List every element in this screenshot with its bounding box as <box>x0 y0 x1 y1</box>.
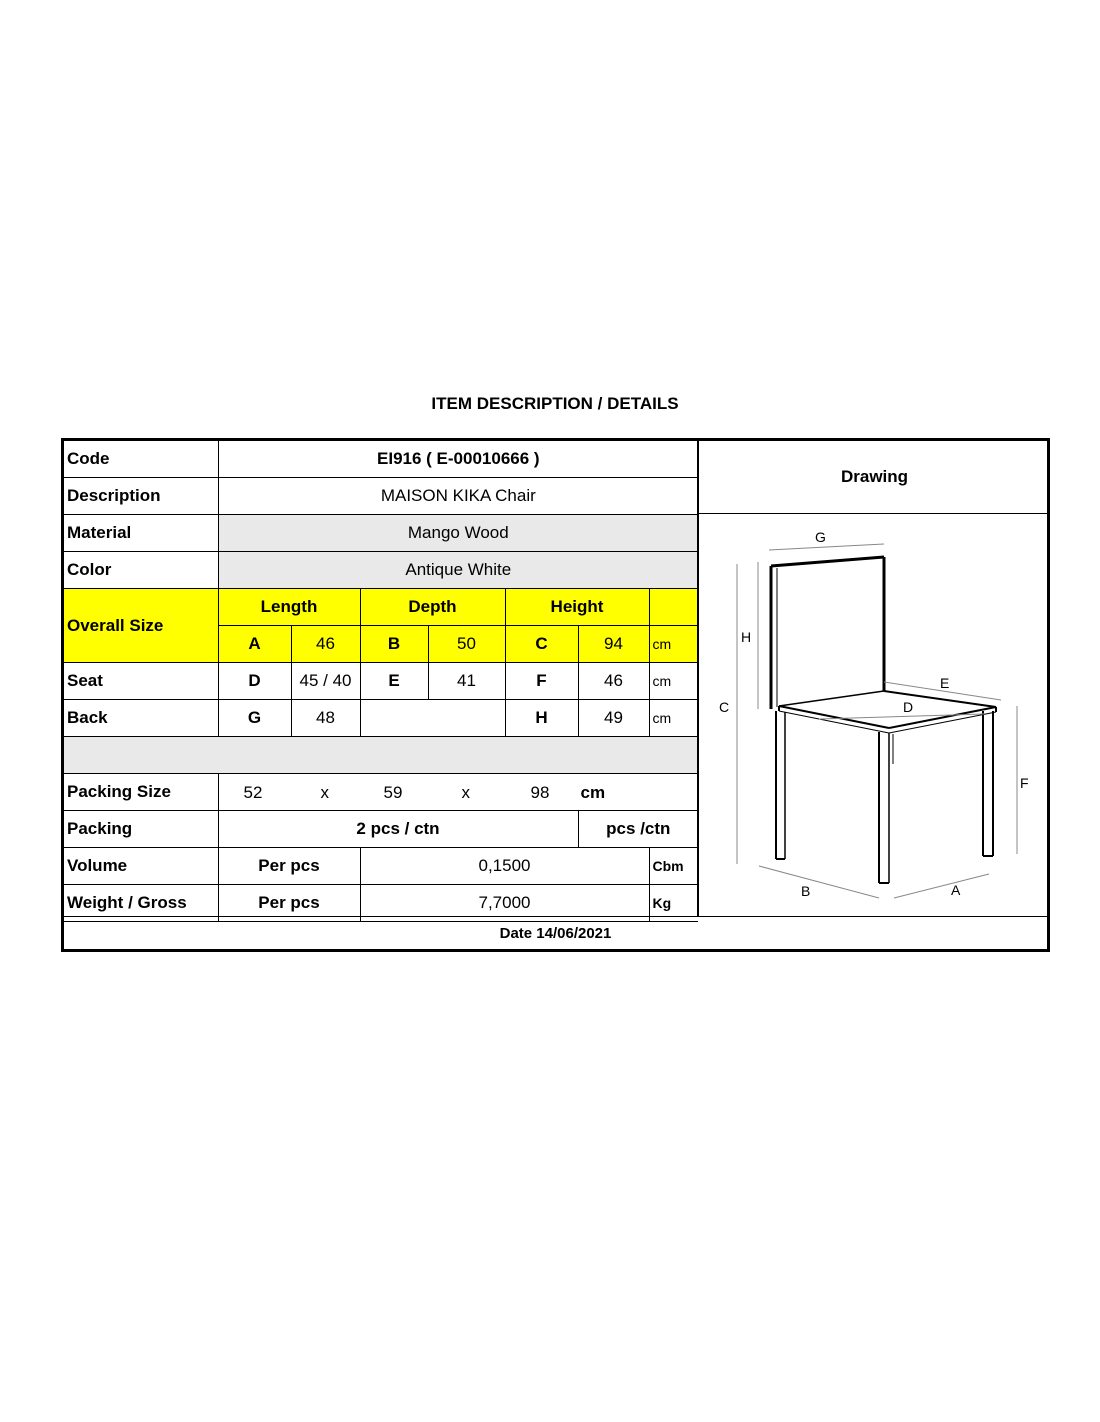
packing-label: Packing <box>64 811 218 848</box>
volume-label: Volume <box>64 848 218 885</box>
blank-row <box>64 737 698 774</box>
length-header: Length <box>218 589 360 626</box>
date-footer: Date 14/06/2021 <box>64 916 1047 949</box>
code-label: Code <box>64 441 218 478</box>
seat-unit: cm <box>649 663 698 700</box>
height-letter: C <box>505 626 578 663</box>
dimension-lines <box>737 544 1017 898</box>
packing-size-x2: x <box>461 783 470 802</box>
color-value: Antique White <box>218 552 698 589</box>
dim-line-a <box>894 874 989 898</box>
drawing-area <box>697 514 1050 916</box>
volume-row <box>64 848 698 885</box>
back-label: Back <box>64 700 218 737</box>
depth-header: Depth <box>360 589 505 626</box>
drawing-letter-d: D <box>903 699 914 715</box>
overall-size-label: Overall Size <box>64 589 218 663</box>
dim-line-d <box>819 714 984 719</box>
drawing-letter-e: E <box>940 675 950 691</box>
chair-drawing <box>699 514 1050 916</box>
volume-unit: Cbm <box>649 848 698 885</box>
length-letter: A <box>218 626 291 663</box>
spec-table <box>64 441 698 922</box>
seat-f-letter: F <box>505 663 578 700</box>
page-title: ITEM DESCRIPTION / DETAILS <box>431 394 679 413</box>
seat-d-letter: D <box>218 663 291 700</box>
packing-row <box>64 811 698 848</box>
depth-letter: B <box>360 626 428 663</box>
seat-label: Seat <box>64 663 218 700</box>
volume-value: 0,1500 <box>360 848 649 885</box>
dim-line-b <box>759 866 879 898</box>
drawing-letter-a: A <box>951 882 961 898</box>
color-row <box>64 552 698 589</box>
description-row <box>64 478 698 515</box>
dim-line-g <box>769 544 884 550</box>
code-value: EI916 ( E-00010666 ) <box>218 441 698 478</box>
weight-label: Weight / Gross <box>64 885 218 922</box>
packing-size-length: 52 <box>243 783 263 802</box>
packing-unit: pcs /ctn <box>578 811 698 848</box>
drawing-letter-g: G <box>815 529 826 545</box>
back-g-letter: G <box>218 700 291 737</box>
code-row <box>64 441 698 478</box>
height-header: Height <box>505 589 649 626</box>
drawing-letter-b: B <box>801 883 811 899</box>
seat-d-value: 45 / 40 <box>291 663 360 700</box>
description-label: Description <box>64 478 218 515</box>
overall-size-spacer <box>649 589 698 626</box>
color-label: Color <box>64 552 218 589</box>
packing-size-label: Packing Size <box>64 774 218 811</box>
drawing-letter-h: H <box>741 629 752 645</box>
drawing-header: Drawing <box>697 441 1050 514</box>
seat-f-value: 46 <box>578 663 649 700</box>
back-empty-cell <box>360 700 505 737</box>
material-row <box>64 515 698 552</box>
material-value: Mango Wood <box>218 515 698 552</box>
material-label: Material <box>64 515 218 552</box>
height-value: 94 <box>578 626 649 663</box>
seat-e-value: 41 <box>428 663 505 700</box>
packing-value: 2 pcs / ctn <box>218 811 578 848</box>
back-row <box>64 700 698 737</box>
depth-value: 50 <box>428 626 505 663</box>
packing-size-values <box>218 774 698 811</box>
seat-row <box>64 663 698 700</box>
back-g-value: 48 <box>291 700 360 737</box>
weight-value: 7,7000 <box>360 885 649 922</box>
packing-size-width: 59 <box>383 783 403 802</box>
volume-per: Per pcs <box>218 848 360 885</box>
description-value: MAISON KIKA Chair <box>218 478 698 515</box>
back-h-letter: H <box>505 700 578 737</box>
chair-outline <box>771 557 996 883</box>
spec-sheet <box>61 438 1050 952</box>
packing-size-unit: cm <box>580 783 606 802</box>
length-value: 46 <box>291 626 360 663</box>
overall-size-unit: cm <box>649 626 698 663</box>
weight-unit: Kg <box>649 885 698 922</box>
seat-e-letter: E <box>360 663 428 700</box>
overall-size-header-row <box>64 589 698 626</box>
weight-per: Per pcs <box>218 885 360 922</box>
packing-size-x1: x <box>320 783 329 802</box>
packing-size-row <box>64 774 698 811</box>
packing-size-height: 98 <box>530 783 550 802</box>
blank-separator <box>64 737 698 774</box>
drawing-letter-f: F <box>1020 775 1029 791</box>
back-h-value: 49 <box>578 700 649 737</box>
drawing-letter-c: C <box>719 699 730 715</box>
back-unit: cm <box>649 700 698 737</box>
